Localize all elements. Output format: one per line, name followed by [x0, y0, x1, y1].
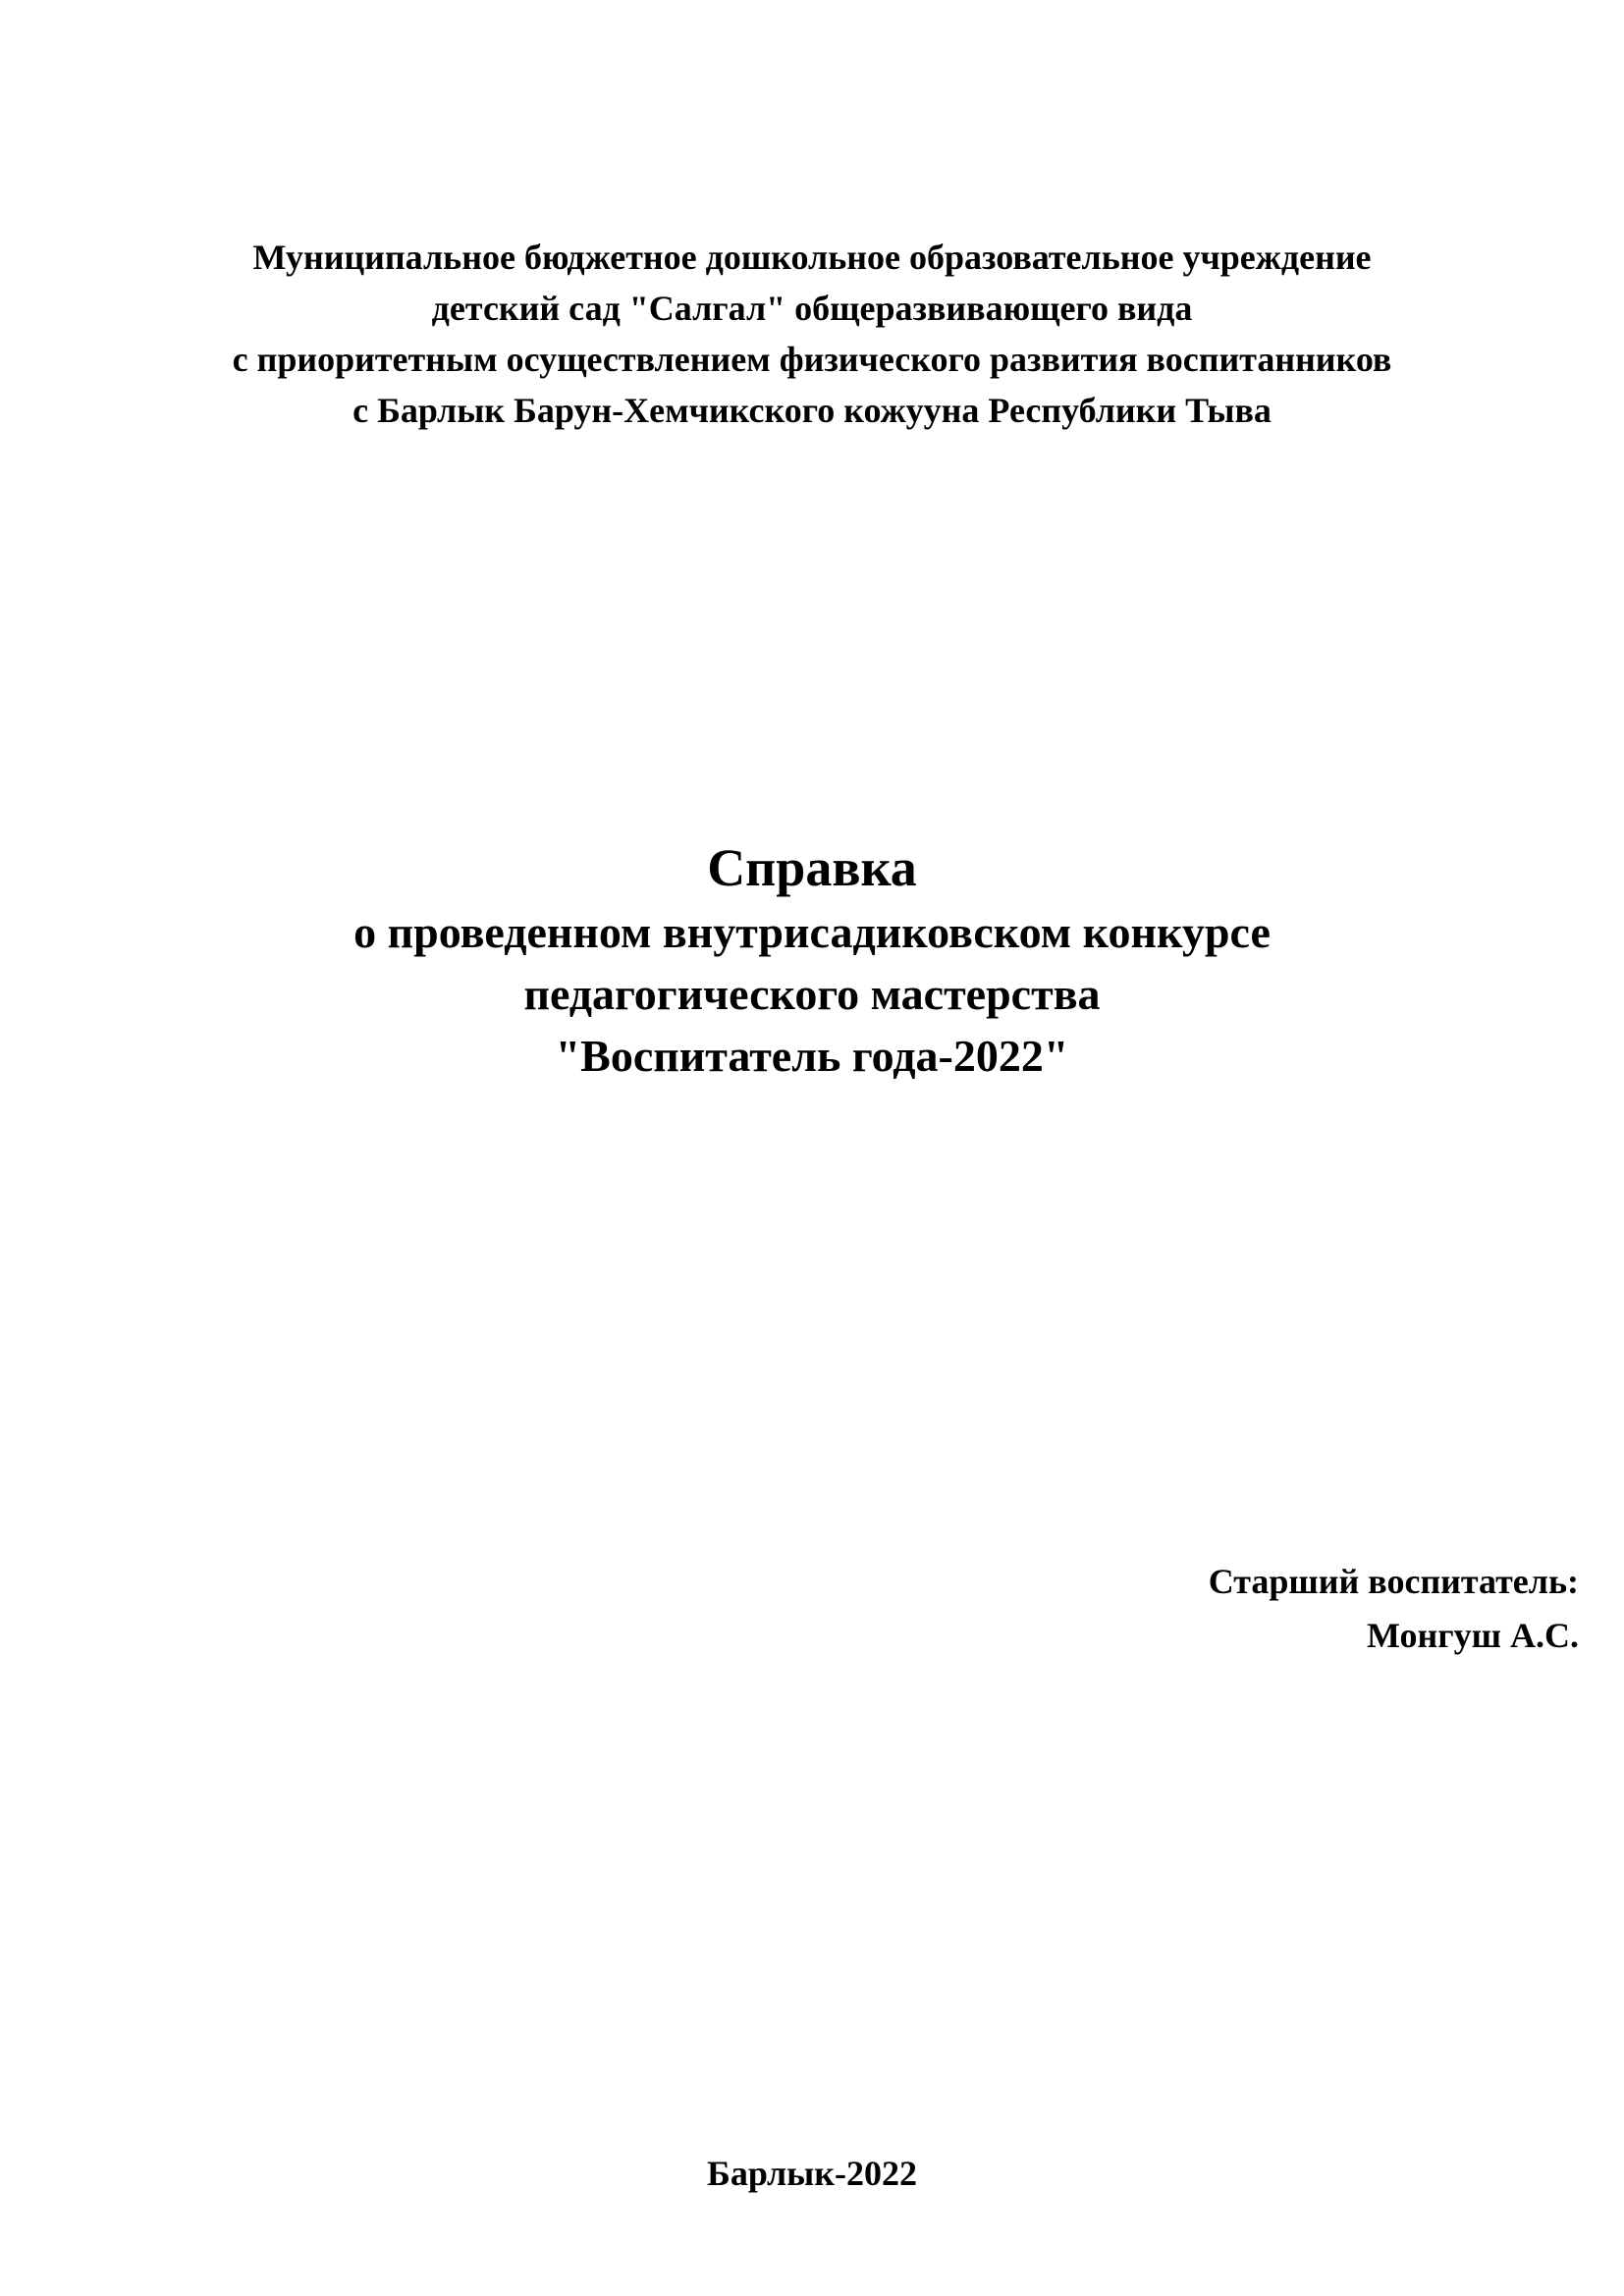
organization-header-line: с приоритетным осуществлением физического развития воспитанников: [232, 340, 1392, 379]
document-title-block: [0, 834, 1624, 1087]
document-subtitle-line: "Воспитатель года-2022": [555, 1031, 1069, 1081]
document-title: Справка: [707, 838, 917, 897]
signature-block: [1209, 1555, 1579, 1663]
organization-header-line: Муниципальное бюджетное дошкольное образовательное учреждение: [252, 238, 1372, 277]
organization-header: [0, 232, 1624, 436]
signature-name: Монгуш А.С.: [1367, 1616, 1579, 1655]
footer-place-year: Барлык-2022: [707, 2154, 917, 2193]
organization-header-line: детский сад "Салгал" общеразвивающего вида: [431, 289, 1193, 328]
document-subtitle-line: педагогического мастерства: [523, 969, 1101, 1019]
signature-position: Старший воспитатель:: [1208, 1562, 1579, 1601]
organization-header-line: с Барлык Барун-Хемчикского кожууна Республики Тыва: [352, 391, 1272, 430]
document-subtitle-line: о проведенном внутрисадиковском конкурсе: [353, 907, 1271, 957]
